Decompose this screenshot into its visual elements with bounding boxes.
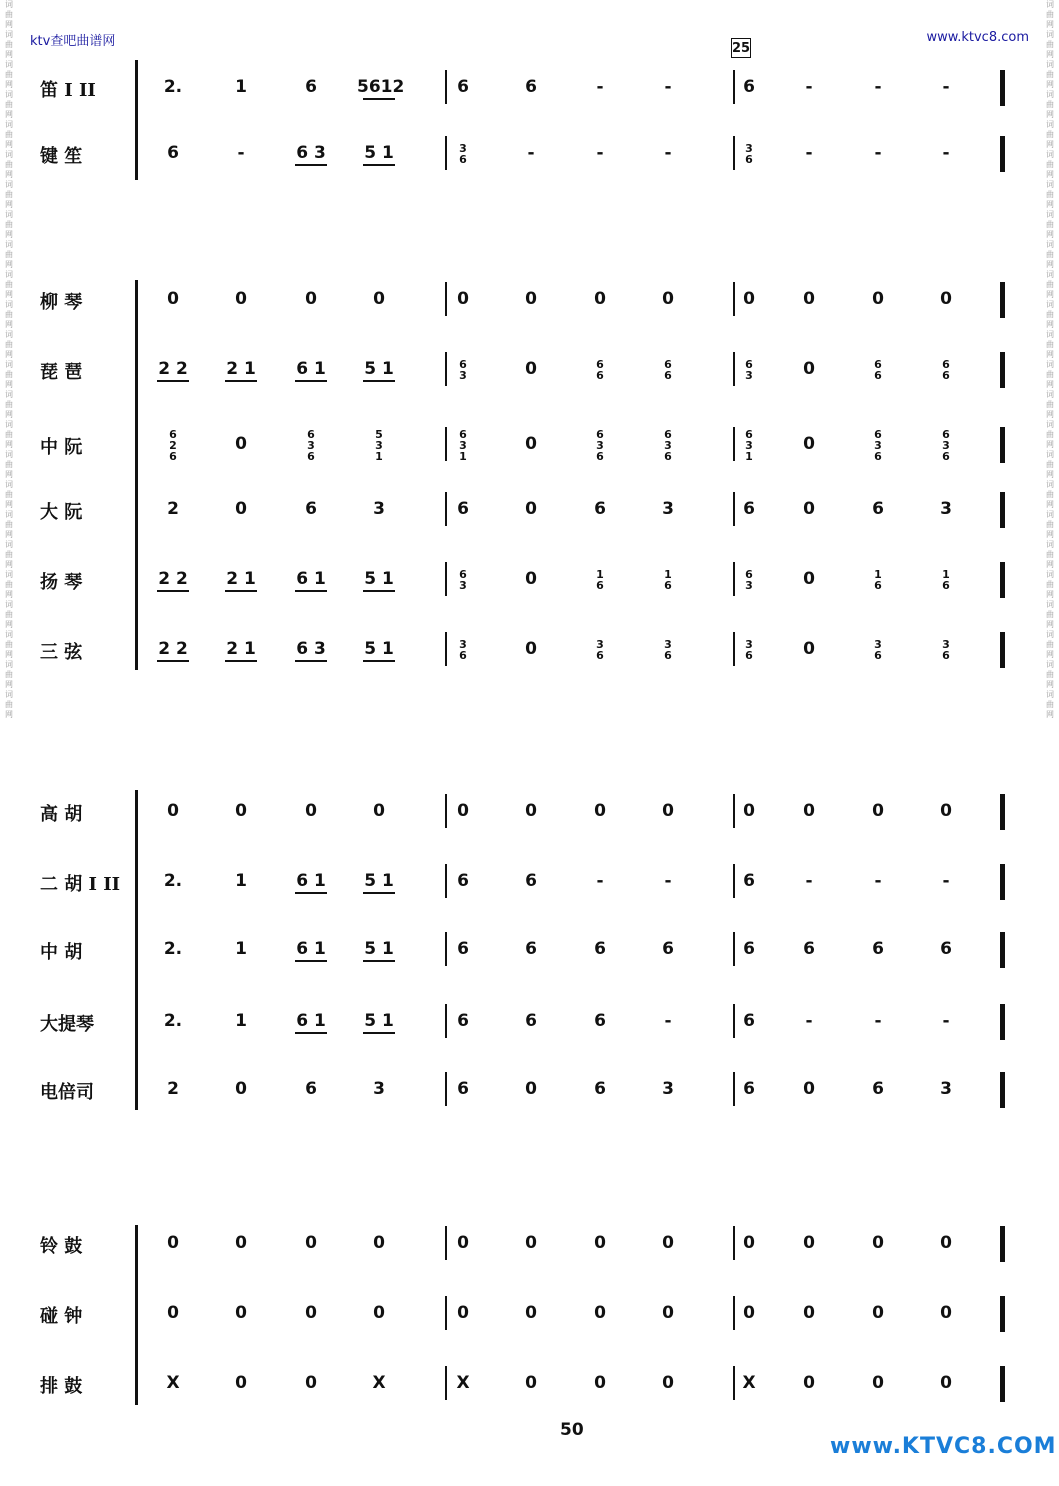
beam-line [225,660,257,662]
beam-line [295,1032,327,1034]
chord-note: 6 3 6 [874,427,882,463]
side-watermark-left: 词曲网词曲网词曲网词曲网词曲网词曲网词曲网词曲网词曲网词曲网词曲网词曲网词曲网词曲网词曲网词曲网词曲网词曲网词曲网词曲网词曲网词曲网词曲网词曲网 [5,0,13,719]
note-cell: 0 [743,1303,755,1323]
note-cell: 6 [305,499,317,519]
chord-note: 6 6 [874,358,882,382]
beam-line [295,164,327,166]
barline [445,864,447,898]
note-cell: 6 [525,871,537,891]
instrument-label: 二 胡 I II [40,874,121,895]
note-cell: - [664,77,672,97]
note-cell: 0 [525,289,537,309]
barline [733,427,735,461]
note-cell: 0 [305,1303,317,1323]
barline [733,562,735,596]
note-cell: 0 [305,801,317,821]
barline [445,632,447,666]
instrument-label: 扬 琴 [40,572,83,593]
note-cell: 3 [662,499,674,519]
note-cell: 2 1 [226,359,256,379]
note-cell: - [805,1011,813,1031]
chord-note: 3 6 [459,638,467,662]
instrument-label: 键 笙 [40,146,83,167]
chord-note: 1 6 [874,568,882,592]
header-left-site: ktv查吧曲谱网 [30,34,116,49]
note-cell: 0 [305,1373,317,1393]
note-cell: 6 [457,939,469,959]
chord-note: 5 3 1 [375,427,383,463]
note-cell: - [237,143,245,163]
barline [445,1072,447,1106]
note-cell: 6 [872,1079,884,1099]
barline [445,70,447,104]
chord-note: 6 3 6 [664,427,672,463]
end-repeat-barline [1000,427,1005,463]
barline [733,352,735,386]
instrument-label: 大提琴 [40,1014,94,1035]
note-cell: 3 [940,1079,952,1099]
note-cell: 0 [457,1303,469,1323]
footer-url: www.KTVC8.COM [830,1434,1057,1459]
note-cell: 6 [662,939,674,959]
system-brace [135,280,138,670]
instrument-label: 高 胡 [40,804,83,825]
note-cell: 0 [525,801,537,821]
instrument-label: 笛 I II [40,80,96,101]
chord-note: 6 3 1 [459,427,467,463]
note-cell: 0 [872,1233,884,1253]
note-cell: 0 [594,1303,606,1323]
barline [445,136,447,170]
barline [733,492,735,526]
note-cell: 6 [457,1079,469,1099]
note-cell: 5 1 [364,939,394,959]
end-repeat-barline [1000,1226,1005,1262]
note-cell: 3 [373,1079,385,1099]
end-repeat-barline [1000,1296,1005,1332]
note-cell: 0 [803,569,815,589]
note-cell: - [805,77,813,97]
note-cell: 6 3 [296,639,326,659]
note-cell: 6 [594,939,606,959]
note-cell: 0 [594,1373,606,1393]
side-watermark-right: 词曲网词曲网词曲网词曲网词曲网词曲网词曲网词曲网词曲网词曲网词曲网词曲网词曲网词曲网词曲网词曲网词曲网词曲网词曲网词曲网词曲网词曲网词曲网词曲网 [1046,0,1054,719]
note-cell: 0 [803,1079,815,1099]
end-repeat-barline [1000,70,1005,106]
note-cell: X [456,1373,470,1393]
barline [733,864,735,898]
beam-line [363,590,395,592]
note-cell: 0 [872,801,884,821]
note-cell: 0 [235,1079,247,1099]
end-repeat-barline [1000,136,1005,172]
end-repeat-barline [1000,492,1005,528]
barline [733,1004,735,1038]
note-cell: 6 [305,1079,317,1099]
note-cell: 5 1 [364,1011,394,1031]
note-cell: 6 [743,1079,755,1099]
end-repeat-barline [1000,632,1005,668]
note-cell: 2 [167,499,179,519]
chord-note: 6 6 [942,358,950,382]
note-cell: 6 1 [296,359,326,379]
barline [733,1296,735,1330]
end-repeat-barline [1000,794,1005,830]
note-cell: 0 [662,289,674,309]
chord-note: 6 3 1 [745,427,753,463]
note-cell: 0 [235,1303,247,1323]
note-cell: 0 [662,1303,674,1323]
beam-line [157,380,189,382]
beam-line [363,1032,395,1034]
note-cell: 6 [525,1011,537,1031]
note-cell: 0 [525,639,537,659]
note-cell: 6 [743,939,755,959]
note-cell: 0 [525,1303,537,1323]
note-cell: 6 [457,871,469,891]
header-right-url: www.ktvc8.com [926,30,1029,45]
note-cell: 0 [235,1233,247,1253]
note-cell: - [805,143,813,163]
note-cell: 0 [525,569,537,589]
note-cell: 6 [457,77,469,97]
note-cell: 6 [167,143,179,163]
note-cell: 6 1 [296,939,326,959]
note-cell: 1 [235,1011,247,1031]
note-cell: 6 [457,1011,469,1031]
system-brace [135,790,138,1110]
note-cell: 0 [743,801,755,821]
note-cell: 0 [940,801,952,821]
note-cell: 6 1 [296,569,326,589]
chord-note: 6 3 6 [596,427,604,463]
note-cell: 6 [743,77,755,97]
note-cell: 0 [525,434,537,454]
instrument-label: 中 阮 [40,437,83,458]
instrument-label: 碰 钟 [40,1306,83,1327]
chord-note: 1 6 [942,568,950,592]
beam-line [363,660,395,662]
system-brace [135,1225,138,1405]
beam-line [295,960,327,962]
note-cell: 6 [803,939,815,959]
instrument-label: 三 弦 [40,642,83,663]
note-cell: 6 [594,1011,606,1031]
note-cell: 0 [803,1373,815,1393]
note-cell: 2. [163,871,183,891]
barline [445,932,447,966]
instrument-label: 排 鼓 [40,1376,83,1397]
end-repeat-barline [1000,1072,1005,1108]
note-cell: 0 [803,801,815,821]
beam-line [295,660,327,662]
note-cell: - [596,143,604,163]
chord-note: 6 3 6 [307,427,315,463]
note-cell: 0 [594,289,606,309]
note-cell: 5 1 [364,359,394,379]
note-cell: 0 [803,1233,815,1253]
note-cell: - [805,871,813,891]
barline [445,282,447,316]
note-cell: 0 [940,1303,952,1323]
note-cell: 0 [525,359,537,379]
note-cell: 3 [940,499,952,519]
note-cell: 0 [662,801,674,821]
note-cell: 3 [662,1079,674,1099]
note-cell: 2 2 [158,639,188,659]
barline [733,1226,735,1260]
barline [733,1072,735,1106]
note-cell: 5 1 [364,569,394,589]
note-cell: 6 [305,77,317,97]
chord-note: 6 6 [664,358,672,382]
note-cell: - [874,143,882,163]
barline [445,1226,447,1260]
note-cell: - [942,871,950,891]
note-cell: 2 2 [158,569,188,589]
chord-note: 6 3 6 [942,427,950,463]
barline [445,492,447,526]
note-cell: 2. [163,77,183,97]
note-cell: 5 1 [364,639,394,659]
system-brace [135,60,138,180]
barline [445,352,447,386]
note-cell: - [664,1011,672,1031]
end-repeat-barline [1000,864,1005,900]
chord-note: 6 6 [596,358,604,382]
instrument-label: 铃 鼓 [40,1236,83,1257]
end-repeat-barline [1000,1004,1005,1040]
end-repeat-barline [1000,352,1005,388]
note-cell: 0 [167,1233,179,1253]
note-cell: 0 [457,801,469,821]
note-cell: 6 [594,499,606,519]
note-cell: 0 [235,434,247,454]
note-cell: 2. [163,939,183,959]
note-cell: 0 [803,499,815,519]
note-cell: 1 [235,77,247,97]
chord-note: 3 6 [596,638,604,662]
chord-note: 6 3 [459,358,467,382]
note-cell: 0 [940,1233,952,1253]
note-cell: 2 2 [158,359,188,379]
beam-line [295,590,327,592]
end-repeat-barline [1000,282,1005,318]
end-repeat-barline [1000,1366,1005,1402]
note-cell: 0 [235,289,247,309]
note-cell: 2 [167,1079,179,1099]
note-cell: - [664,871,672,891]
note-cell: 0 [940,289,952,309]
note-cell: 0 [525,499,537,519]
chord-note: 6 3 [459,568,467,592]
note-cell: 6 [457,499,469,519]
note-cell: 0 [662,1373,674,1393]
barline [733,794,735,828]
note-cell: 2. [163,1011,183,1031]
beam-line [225,590,257,592]
barline [445,794,447,828]
note-cell: 0 [594,1233,606,1253]
note-cell: 5 1 [364,871,394,891]
instrument-label: 柳 琴 [40,292,83,313]
note-cell: 6 [743,1011,755,1031]
note-cell: - [874,871,882,891]
note-cell: X [372,1373,386,1393]
beam-line [363,98,395,100]
note-cell: 5 1 [364,143,394,163]
chord-note: 3 6 [874,638,882,662]
note-cell: 0 [803,289,815,309]
barline [445,1296,447,1330]
note-cell: 0 [235,801,247,821]
note-cell: - [942,77,950,97]
instrument-label: 电倍司 [40,1082,94,1103]
note-cell: 0 [803,1303,815,1323]
note-cell: 6 [594,1079,606,1099]
note-cell: 0 [743,289,755,309]
note-cell: 6 [525,77,537,97]
note-cell: 0 [457,289,469,309]
note-cell: - [942,143,950,163]
page-number: 50 [560,1420,584,1440]
note-cell: 1 [235,939,247,959]
note-cell: 0 [167,801,179,821]
note-cell: X [742,1373,756,1393]
note-cell: 6 [525,939,537,959]
chord-note: 3 6 [664,638,672,662]
note-cell: 2 1 [226,639,256,659]
note-cell: - [527,143,535,163]
chord-note: 3 6 [942,638,950,662]
note-cell: 0 [803,434,815,454]
beam-line [157,590,189,592]
note-cell: 0 [373,801,385,821]
end-repeat-barline [1000,932,1005,968]
note-cell: 3 [373,499,385,519]
rehearsal-mark: 25 [731,38,751,58]
note-cell: 6 [940,939,952,959]
barline [733,282,735,316]
chord-note: 6 3 [745,358,753,382]
note-cell: - [596,871,604,891]
note-cell: 0 [373,1233,385,1253]
chord-note: 3 6 [745,142,753,166]
note-cell: - [942,1011,950,1031]
beam-line [157,660,189,662]
barline [445,1004,447,1038]
instrument-label: 大 阮 [40,502,83,523]
note-cell: 6 1 [296,1011,326,1031]
barline [733,136,735,170]
beam-line [295,380,327,382]
barline [733,632,735,666]
instrument-label: 琵 琶 [40,362,83,383]
note-cell: 0 [662,1233,674,1253]
instrument-label: 中 胡 [40,942,83,963]
note-cell: 0 [525,1233,537,1253]
note-cell: 0 [872,1373,884,1393]
barline [733,932,735,966]
note-cell: - [874,1011,882,1031]
beam-line [363,164,395,166]
note-cell: 0 [803,359,815,379]
beam-line [363,960,395,962]
note-cell: - [596,77,604,97]
barline [445,1366,447,1400]
note-cell: 0 [872,1303,884,1323]
note-cell: 0 [743,1233,755,1253]
note-cell: 0 [167,1303,179,1323]
note-cell: 6 1 [296,871,326,891]
note-cell: 0 [940,1373,952,1393]
chord-note: 3 6 [745,638,753,662]
note-cell: - [874,77,882,97]
chord-note: 6 2 6 [169,427,177,463]
beam-line [295,892,327,894]
note-cell: 0 [525,1373,537,1393]
barline [733,70,735,104]
beam-line [225,380,257,382]
note-cell: 5612 [357,77,405,97]
note-cell: 0 [373,1303,385,1323]
note-cell: 6 [743,871,755,891]
note-cell: 0 [457,1233,469,1253]
chord-note: 6 3 [745,568,753,592]
note-cell: X [166,1373,180,1393]
note-cell: 6 3 [296,143,326,163]
note-cell: 6 [872,499,884,519]
end-repeat-barline [1000,562,1005,598]
barline [445,562,447,596]
note-cell: 0 [594,801,606,821]
note-cell: 0 [305,289,317,309]
barline [445,427,447,461]
note-cell: 0 [235,1373,247,1393]
note-cell: 0 [167,289,179,309]
note-cell: 0 [373,289,385,309]
note-cell: 2 1 [226,569,256,589]
beam-line [363,380,395,382]
note-cell: 0 [803,639,815,659]
beam-line [363,892,395,894]
note-cell: 6 [872,939,884,959]
note-cell: 0 [305,1233,317,1253]
chord-note: 1 6 [664,568,672,592]
note-cell: 0 [872,289,884,309]
barline [733,1366,735,1400]
note-cell: 0 [235,499,247,519]
chord-note: 3 6 [459,142,467,166]
note-cell: 0 [525,1079,537,1099]
note-cell: 6 [743,499,755,519]
note-cell: 1 [235,871,247,891]
chord-note: 1 6 [596,568,604,592]
note-cell: - [664,143,672,163]
